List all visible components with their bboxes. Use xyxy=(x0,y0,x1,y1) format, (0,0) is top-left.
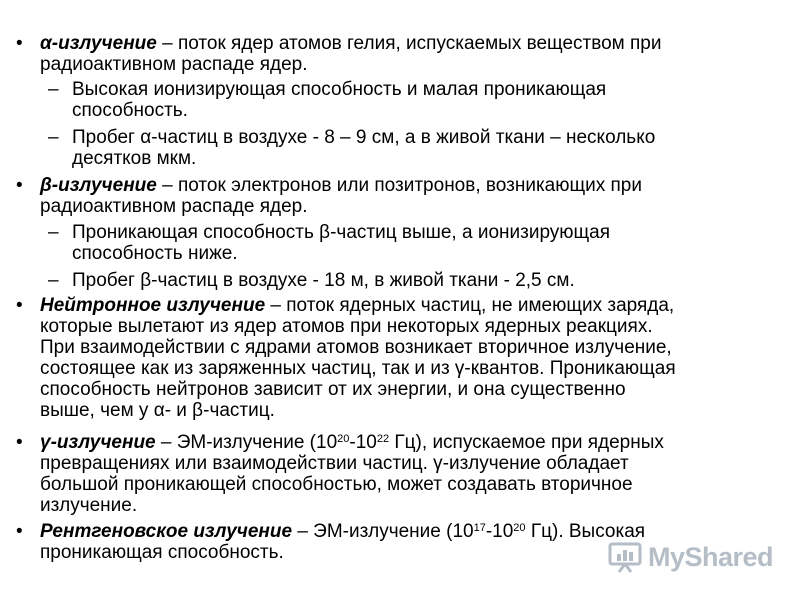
sub-alpha-2 xyxy=(48,127,790,169)
xray-sup2: 20 xyxy=(513,522,526,534)
bullet-mark: • xyxy=(16,521,23,542)
alpha-sub1-line2: способность. xyxy=(72,100,188,121)
neutron-line1: – поток ядерных частиц, не имеющих заряда, xyxy=(265,295,675,316)
gamma-sup1: 20 xyxy=(337,433,350,445)
alpha-line1: – поток ядер атомов гелия, испускаемых веществом при xyxy=(156,33,662,54)
presentation-board-icon xyxy=(608,541,642,573)
xray-line2: проникающая способность. xyxy=(40,542,284,563)
xray-l1c: Гц). Высокая xyxy=(525,521,646,542)
sub-beta-1 xyxy=(48,222,790,264)
term-gamma: γ-излучение xyxy=(40,432,156,453)
sub-beta-2 xyxy=(48,270,790,291)
gamma-line4: излучение. xyxy=(40,495,138,516)
alpha-line2: радиоактивном распаде ядер. xyxy=(40,54,308,75)
term-beta: β-излучение xyxy=(40,175,157,196)
dash-mark: – xyxy=(48,127,59,148)
neutron-line6: выше, чем у α- и β-частиц. xyxy=(40,400,275,421)
beta-sub2-line1: Пробег β-частиц в воздухе - 18 м, в живой ткани - 2,5 см. xyxy=(72,270,575,291)
myshared-watermark xyxy=(608,537,774,577)
neutron-line2: которые вылетают из ядер атомов при некоторых ядерных реакциях. xyxy=(40,316,653,337)
gamma-l1b: -10 xyxy=(349,432,377,453)
bullet-mark: • xyxy=(16,432,23,453)
neutron-line3: При взаимодействии с ядрами атомов возникает вторичное излучение, xyxy=(40,337,672,358)
gamma-l1c: Гц), испускаемое при ядерных xyxy=(389,432,664,453)
gamma-l1a: – ЭМ-излучение (10 xyxy=(155,432,338,453)
gamma-line3: большой проникающей способностью, может создавать вторичное xyxy=(40,474,633,495)
alpha-sub1-line1: Высокая ионизирующая способность и малая проникающая xyxy=(72,79,607,100)
neutron-line4: состоящее как из заряженных частиц, так и из γ-квантов. Проникающая xyxy=(40,358,676,379)
bullet-neutron xyxy=(16,295,790,421)
xray-l1a: – ЭМ-излучение (10 xyxy=(292,521,474,542)
bullet-mark: • xyxy=(16,295,23,316)
xray-sup1: 17 xyxy=(473,522,486,534)
neutron-line5: способность нейтронов зависит от их энергии, и она существенно xyxy=(40,379,626,400)
xray-l1b: -10 xyxy=(485,521,514,542)
beta-sub1-line1: Проникающая способность β-частиц выше, а ионизирующая xyxy=(72,222,611,243)
bullet-mark: • xyxy=(16,33,23,54)
gamma-line2: превращениях или взаимодействии частиц. γ-излучение обладает xyxy=(40,453,629,474)
term-alpha: α-излучение xyxy=(40,33,157,54)
term-neutron: Нейтронное излучение xyxy=(40,295,266,316)
beta-line1: – поток электронов или позитронов, возникающих при xyxy=(156,175,642,196)
bullet-beta xyxy=(16,175,790,217)
dash-mark: – xyxy=(48,222,59,243)
watermark-text: MyShared xyxy=(648,542,774,572)
bullet-gamma xyxy=(16,432,790,516)
alpha-sub2-line1: Пробег α-частиц в воздухе - 8 – 9 см, а в живой ткани – несколько xyxy=(72,127,656,148)
alpha-sub2-line2: десятков мкм. xyxy=(72,148,197,169)
gamma-sup2: 22 xyxy=(376,433,390,445)
beta-line2: радиоактивном распаде ядер. xyxy=(40,196,308,217)
bullet-mark: • xyxy=(16,175,23,196)
beta-sub1-line2: способность ниже. xyxy=(72,243,238,264)
sub-alpha-1 xyxy=(48,79,790,121)
dash-mark: – xyxy=(48,270,59,291)
dash-mark: – xyxy=(48,79,59,100)
term-xray: Рентгеновское излучение xyxy=(40,521,293,542)
bullet-alpha xyxy=(16,33,790,75)
